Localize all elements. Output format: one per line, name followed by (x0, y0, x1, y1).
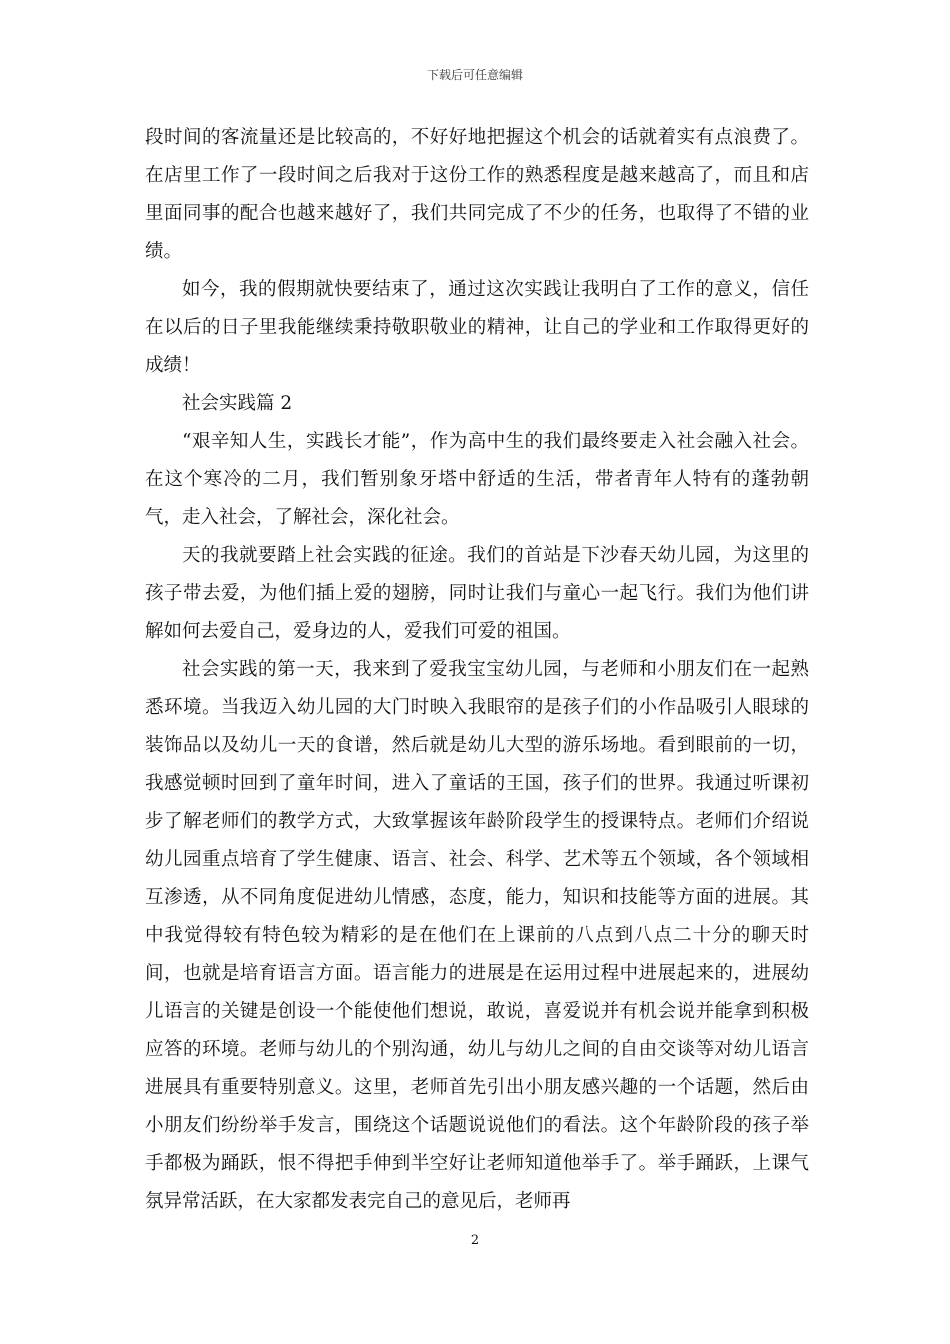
page-number: 2 (470, 1233, 480, 1248)
paragraph-first-stop: 天的我就要踏上社会实践的征途。我们的首站是下沙春天幼儿园，为这里的孩子带去爱，为他们插上爱的翅膀，同时让我们与童心一起飞行。我们为他们讲解如何去爱自己，爱身边的人，爱我们可爱的祖国。 (145, 545, 809, 642)
page-header: 下载后可任意编辑 (426, 68, 523, 82)
paragraph-continuation: 段时间的客流量还是比较高的，不好好地把握这个机会的话就着实有点浪费了。在店里工作了一段时间之后我对于这份工作的熟悉程度是越来越高了，而且和店里面同事的配合也越来越好了，我们共同完成了不少的任务，也取得了不错的业绩。 (145, 127, 809, 262)
paragraph-conclusion: 如今，我的假期就快要结束了，通过这次实践让我明白了工作的意义，信任在以后的日子里我能继续秉持敬职敬业的精神，让自己的学业和工作取得更好的成绩！ (145, 279, 809, 376)
document-body (145, 119, 809, 1221)
section-heading: 社会实践篇 2 (182, 393, 293, 414)
paragraph-first-day: 社会实践的第一天，我来到了爱我宝宝幼儿园，与老师和小朋友们在一起熟悉环境。当我迈入幼儿园的大门时映入我眼帘的是孩子们的小作品吸引人眼球的装饰品以及幼儿一天的食谱，然后就是幼儿大型的游乐场地。看到眼前的一切，我感觉顿时回到了童年时间，进入了童话的王国，孩子们的世界。我通过听课初步了解老师们的教学方式，大致掌握该年龄阶段学生的授课特点。老师们介绍说幼儿园重点培育了学生健康、语言、社会、科学、艺术等五个领域，各个领域相互渗透，从不同角度促进幼儿情感，态度，能力，知识和技能等方面的进展。其中我觉得较有特色较为精彩的是在他们在上课前的八点到八点二十分的聊天时间，也就是培育语言方面。语言能力的进展是在运用过程中进展起来的，进展幼儿语言的关键是创设一个能使他们想说，敢说，喜爱说并有机会说并能拿到积极应答的环境。老师与幼儿的个别沟通，幼儿与幼儿之间的自由交谈等对幼儿语言进展具有重要特别意义。这里，老师首先引出小朋友感兴趣的一个话题，然后由小朋友们纷纷举手发言，围绕这个话题说说他们的看法。这个年龄阶段的孩子举手都极为踊跃，恨不得把手伸到半空好让老师知道他举手了。举手踊跃，上课气氛异常活跃，在大家都发表完自己的意见后，老师再 (145, 659, 809, 1212)
paragraph-intro: “艰辛知人生，实践长才能”，作为高中生的我们最终要走入社会融入社会。在这个寒冷的二月，我们暂别象牙塔中舒适的生活，带者青年人特有的蓬勃朝气，走入社会，了解社会，深化社会。 (145, 431, 809, 528)
